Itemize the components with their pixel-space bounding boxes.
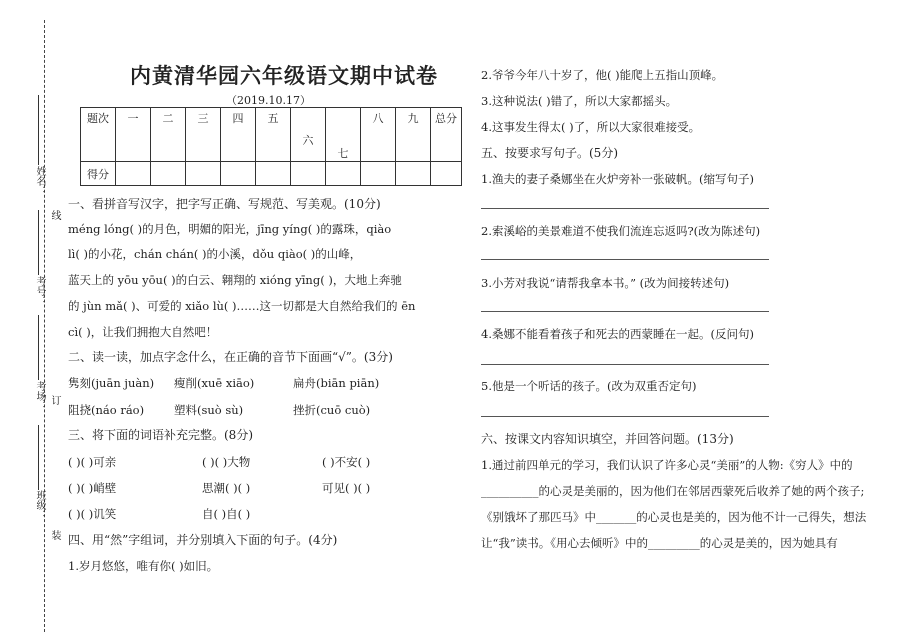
score-cell[interactable] <box>291 162 326 186</box>
section-4-heading: 四、用“然”字组词，并分别填入下面的句子。(4分) <box>68 533 338 547</box>
pronunciation-item: 隽刻(juān juàn) <box>68 376 155 390</box>
question-5-1: 1.渔夫的妻子桑娜坐在火炉旁补一张破帆。(缩写句子) <box>481 172 754 186</box>
section-3-heading: 三、将下面的词语补充完整。(8分) <box>68 428 253 442</box>
header-cell <box>326 108 361 162</box>
exam-no-blank-line <box>38 210 39 275</box>
idiom-item: ( )不安( ) <box>322 455 371 469</box>
header-cell: 二 <box>151 108 186 162</box>
score-cell[interactable] <box>186 162 221 186</box>
score-label-cell: 得分 <box>81 162 116 186</box>
header-cell-text: 七 <box>337 147 349 160</box>
question-4-1: 1.岁月悠悠，唯有你( )如旧。 <box>68 559 219 573</box>
idiom-item: ( )( )大物 <box>202 455 251 469</box>
answer-line[interactable] <box>481 259 769 260</box>
question-4-3: 3.这种说法( )错了，所以大家都摇头。 <box>481 94 678 108</box>
exam-date: （2019.10.17） <box>226 94 311 107</box>
room-label: 考场： <box>34 381 45 411</box>
reading-paragraph-line: 让“我”读书。《用心去倾听》中的_________的心灵是美的，因为她具有 <box>481 536 838 550</box>
score-cell[interactable] <box>326 162 361 186</box>
score-cell[interactable] <box>431 162 462 186</box>
header-cell: 题次 <box>81 108 116 162</box>
pronunciation-item: 塑料(suò sù) <box>174 403 244 417</box>
name-label: 姓名： <box>34 166 45 196</box>
header-cell: 总分 <box>431 108 462 162</box>
room-blank-line <box>38 315 39 380</box>
binding-dashed-line <box>44 20 45 632</box>
class-label: 班级： <box>34 490 45 520</box>
answer-line[interactable] <box>481 311 769 312</box>
pronunciation-item: 阻挠(náo ráo) <box>68 403 145 417</box>
pinyin-line: 蓝天上的 yōu yōu( )的白云、翱翔的 xióng yīng( )，大地上奔驰 <box>68 273 402 287</box>
score-cell[interactable] <box>256 162 291 186</box>
question-5-4: 4.桑娜不能看着孩子和死去的西蒙睡在一起。(反问句) <box>481 327 754 341</box>
question-5-3: 3.小芳对我说“请帮我拿本书。” (改为间接转述句) <box>481 276 730 290</box>
score-cell[interactable] <box>396 162 431 186</box>
header-cell: 五 <box>256 108 291 162</box>
section-5-heading: 五、按要求写句子。(5分) <box>481 146 618 160</box>
fold-char: 装 <box>49 530 60 540</box>
header-cell-text: 六 <box>302 134 314 147</box>
page-title: 内黄清华园六年级语文期中试卷 <box>130 64 438 88</box>
section-2-heading: 二、读一读，加点字念什么，在正确的音节下面画“√”。(3分) <box>68 350 393 364</box>
seal-char: 线 <box>49 210 60 220</box>
pinyin-line: 的 jùn mǎ( )、可爱的 xiǎo lù( )……这一切都是大自然给我们的 ēn <box>68 299 416 313</box>
header-cell: 九 <box>396 108 431 162</box>
question-5-2: 2.索溪峪的美景难道不使我们流连忘返吗?(改为陈述句) <box>481 224 761 238</box>
pinyin-line: méng lóng( )的月色，明媚的阳光，jīng yíng( )的露珠，qiào <box>68 222 392 236</box>
header-cell: 八 <box>361 108 396 162</box>
reading-paragraph-line: __________的心灵是美丽的，因为他们在邻居西蒙死后收养了她的两个孩子; <box>481 484 865 498</box>
answer-line[interactable] <box>481 208 769 209</box>
header-cell: 一 <box>116 108 151 162</box>
score-cell[interactable] <box>116 162 151 186</box>
answer-line[interactable] <box>481 364 769 365</box>
reading-paragraph-line: 1.通过前四单元的学习，我们认识了许多心灵“美丽”的人物:《穷人》中的 <box>481 458 853 472</box>
score-cell[interactable] <box>151 162 186 186</box>
question-4-2: 2.爷爷今年八十岁了，他( )能爬上五指山顶峰。 <box>481 68 724 82</box>
reading-paragraph-line: 《别饿坏了那匹马》中_______的心灵也是美的，因为他不计一己得失，想法 <box>481 510 867 524</box>
bind-char: 订 <box>49 395 60 405</box>
score-cell[interactable] <box>361 162 396 186</box>
class-blank-line <box>38 425 39 490</box>
section-6-heading: 六、按课文内容知识填空，并回答问题。(13分) <box>481 432 734 446</box>
header-cell: 四 <box>221 108 256 162</box>
idiom-item: 可见( )( ) <box>322 481 371 495</box>
answer-line[interactable] <box>481 416 769 417</box>
question-5-5: 5.他是一个听话的孩子。(改为双重否定句) <box>481 379 697 393</box>
header-cell: 三 <box>186 108 221 162</box>
question-4-4: 4.这事发生得太( )了，所以大家很难接受。 <box>481 120 701 134</box>
idiom-item: ( )( )讥笑 <box>68 507 117 521</box>
section-1-heading: 一、看拼音写汉字，把字写正确、写规范、写美观。(10分) <box>68 197 381 211</box>
pronunciation-item: 扁舟(biān piān) <box>293 376 380 390</box>
idiom-item: ( )( )峭壁 <box>68 481 117 495</box>
score-table <box>80 107 462 186</box>
pinyin-line: lì( )的小花，chán chán( )的小溪，dǒu qiào( )的山峰， <box>68 247 362 261</box>
score-cell[interactable] <box>221 162 256 186</box>
idiom-item: ( )( )可亲 <box>68 455 117 469</box>
idiom-item: 思潮( )( ) <box>202 481 251 495</box>
idiom-item: 自( )自( ) <box>202 507 251 521</box>
header-cell <box>291 108 326 162</box>
exam-no-label: 考号： <box>34 276 45 306</box>
pronunciation-item: 瘦削(xuē xiāo) <box>174 376 255 390</box>
pinyin-line: cì( )，让我们拥抱大自然吧！ <box>68 325 218 339</box>
pronunciation-item: 挫折(cuō cuò) <box>293 403 371 417</box>
name-blank-line <box>38 95 39 165</box>
